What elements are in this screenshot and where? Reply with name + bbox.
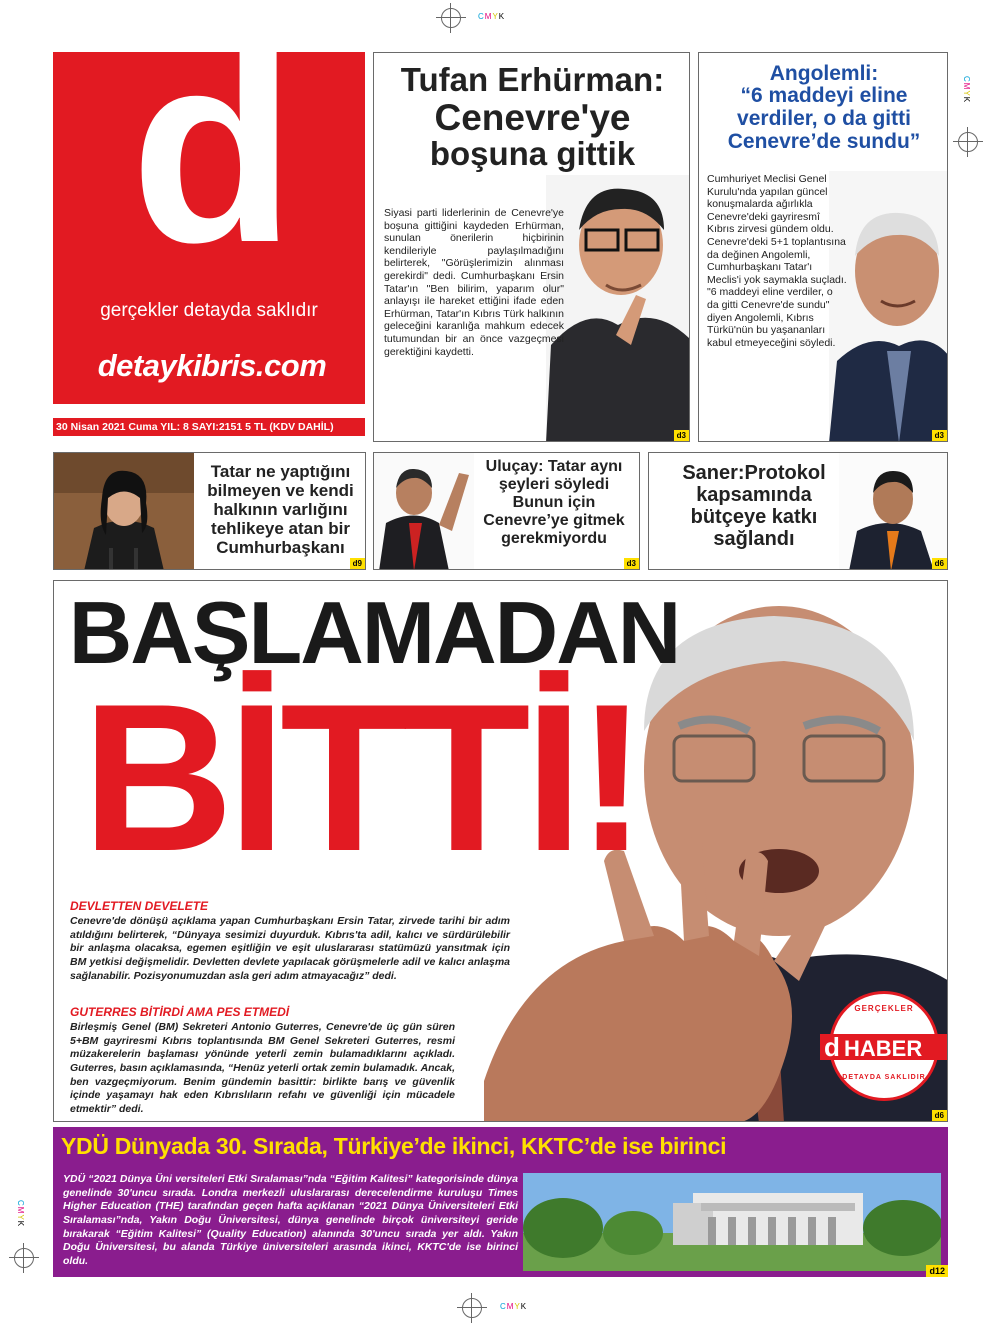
registration-mark-icon (441, 8, 461, 28)
story-body: Cumhuriyet Meclisi Genel Kurulu'nda yapılan güncel konuşmalarda ağırlıkla Cenevre'deki gayriresmî Kıbrıs zirvesi gündem oldu. Cenevre'deki 5+1 toplantısına da değinen Angolemli, Cumhurbaşkanı Tatar'ı Meclis'i yok saymakla suçladı. "6 maddeyi eline verdiler, o da gitti Cenevre'de sundu" diyen Angolemli, Kıbrıs Türkü'nün bu yaşananları kabul etmeyeceğini söyledi. (707, 173, 847, 349)
text-line-3: halkının varlığını (213, 500, 348, 519)
badge-top-text: GERÇEKLER (854, 1004, 914, 1013)
bottom-story[interactable] (53, 1127, 948, 1277)
date-line: 30 Nisan 2021 Cuma YIL: 8 SAYI:2151 5 TL (KDV DAHİL) (53, 418, 365, 436)
headline-line-4: Cenevre’de sundu” (727, 130, 921, 153)
text-line-5: Cumhurbaşkanı (216, 538, 345, 557)
text-line-1: Uluçay: Tatar aynı (485, 458, 623, 475)
cmyk-mark: CMYK (500, 1302, 528, 1311)
headline-line-2: Cenevre'ye (434, 97, 631, 138)
page-reference: d6 (932, 1110, 947, 1121)
registration-mark-icon (958, 132, 978, 152)
haber-badge (824, 991, 939, 1101)
text-line-2: kapsamında (696, 484, 812, 506)
cmyk-mark: CMYK (962, 76, 971, 104)
registration-mark-icon (14, 1248, 34, 1268)
top-story-erhurman[interactable] (373, 52, 690, 442)
subheading-2-body: Birleşmiş Genel (BM) Sekreteri Antonio Guterres, Cenevre'de üç gün süren 5+BM gayriresmi Kıbrıs toplantısında BM Genel Sekreteri Guterres, resmi müzakerelerin başlaması yönünde yeterli zemin bulamadıklarını açıkladı. Guterres, basın açıklamasında, “Henüz yeterli ortak zemin bulamadık. Ancak, ben vazgeçmiyorum. Benim gündemin basittir: birlikte barış ve güvenlik içinde yaşamayı hak eden Kıbrıslıların refahı ve güvenliği için mücadele etmektir” dedi. (70, 1021, 455, 1115)
university-photo (523, 1173, 941, 1271)
story-body: Siyasi parti liderlerinin de Cenevre'ye boşuna gittiğini kaydeden Erhürman, sunulan önerilerin hiçbirinin kendileriyle paylaşılmadığını belirterek, "Görüşlerimizin alınması gerekirdi" dedi. Cumhurbaşkanı Ersin Tatar'ın "Ben bilirim, yaparım olur" anlayışı ile hareket ettiğini ifade eden Erhürman, Tatar'ın Kıbrıs Türk halkının geleceğini karanlığa mahkum edecek tutumundan bir an önce vazgeçmesi gerektiğini kaydetti. (384, 207, 564, 358)
main-story[interactable] (53, 580, 948, 1122)
page-reference: d3 (932, 430, 947, 441)
headline-line-1: Angolemli: (769, 62, 879, 85)
text-line-4: tehlikeye atan bir (211, 519, 350, 538)
headline-line-3: verdiler, o da gitti (737, 107, 911, 130)
page-reference: d9 (350, 558, 365, 569)
subheading-2: GUTERRES BİTİRDİ AMA PES ETMEDİ (70, 1005, 290, 1019)
subheading-1: DEVLETTEN DEVELETE (70, 899, 209, 913)
badge-label: HABER (844, 1036, 923, 1061)
ulucay-photo (374, 453, 474, 570)
speaker-photo (54, 453, 194, 570)
text-line-3: Bunun için (512, 494, 596, 511)
main-headline-line-1: BAŞLAMADAN (68, 583, 680, 682)
badge-bar (820, 1034, 948, 1060)
text-line-2: bilmeyen ve kendi (207, 481, 354, 500)
small-story-ulucay[interactable] (373, 452, 640, 570)
top-story-angolemli[interactable] (698, 52, 948, 442)
masthead-logo-letter: d (130, 0, 296, 299)
erhurman-photo (546, 175, 690, 442)
masthead-website[interactable]: detaykibris.com (97, 348, 327, 383)
page-reference: d12 (926, 1265, 948, 1277)
headline-line-1: Tufan Erhürman: (400, 61, 665, 98)
masthead (53, 0, 365, 404)
headline-line-3: boşuna gittik (429, 135, 636, 172)
masthead-slogan: gerçekler detayda saklıdır (100, 300, 318, 321)
badge-letter: d (824, 1032, 840, 1062)
text-line-4: sağlandı (713, 528, 795, 550)
text-line-3: bütçeye katkı (690, 506, 818, 528)
bottom-headline: YDÜ Dünyada 30. Sırada, Türkiye’de ikinci, KKTC’de ise birinci (61, 1133, 727, 1159)
text-line-4: Cenevre’ye gitmek (483, 512, 625, 529)
cmyk-mark: CMYK (16, 1200, 25, 1228)
text-line-1: Saner:Protokol (682, 462, 826, 484)
cmyk-mark: CMYK (478, 12, 506, 21)
text-line-5: gerekmiyordu (501, 530, 607, 547)
badge-bottom-text: DETAYDA SAKLIDIR (842, 1074, 926, 1081)
text-line-2: şeyleri söyledi (498, 476, 610, 493)
page-reference: d3 (624, 558, 639, 569)
page-reference: d3 (674, 430, 689, 441)
small-story-tatar[interactable] (53, 452, 366, 570)
main-headline-line-2: BİTTİ! (82, 660, 641, 895)
subheading-1-body: Cenevre'de dönüşü açıklama yapan Cumhurbaşkanı Ersin Tatar, zirvede tarihi bir adım atıldığını belirterek, “Dünyaya sesimizi duyurduk. Kıbrıs'ta adil, kalıcı ve sürdürülebilir bir anlaşma olacaksa, egemen eşitliğin ve eşit uluslararası statümüzü yansıtmak için BM yetkisi değişmelidir. Devletten devlete yapılacak görüşmelerle adil ve kalıcı anlaşma sağlanabilir. Pozisyonumuzdan asla geri adım atmayacağız” dedi. (70, 915, 510, 982)
small-story-saner[interactable] (648, 452, 948, 570)
registration-mark-icon (462, 1298, 482, 1318)
page-reference: d6 (932, 558, 947, 569)
saner-photo (839, 453, 948, 570)
text-line-1: Tatar ne yaptığını (210, 462, 351, 481)
bottom-body: YDÜ “2021 Dünya Üni versiteleri Etki Sıralaması”nda “Eğitim Kalitesi” kategorisinde dünya genelinde 30'uncu sırada. Londra merkezli uluslararası derecelendirme kuruluşu Times Higher Education (THE) tarafından geçen hafta açıklanan “2021 Dünya Üniversiteleri Etki Sıralaması”nda, Yakın Doğu Üniversitesi, dünya genelinde birçok üniversiteyi geride bırakarak “Eğitim Kalitesi” (Quality Education) alanında 30'uncu sırada yer aldı. Yakın Doğu Üniversitesi, bu alanda Türkiye üniversiteleri arasında ikinci, KKTC'de ise birinci oldu. (63, 1173, 518, 1267)
headline-line-2: “6 maddeyi eline (740, 84, 908, 107)
